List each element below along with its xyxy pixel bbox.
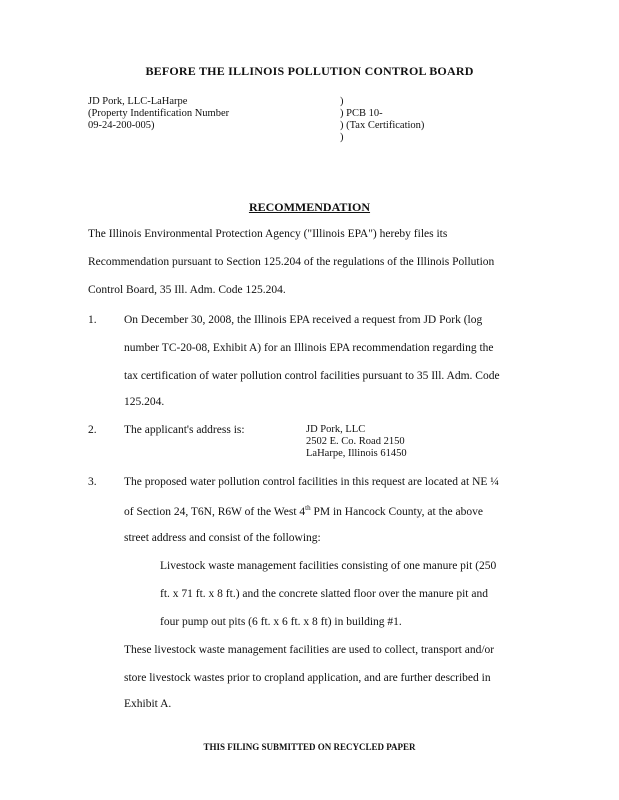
item-1-number: 1. [88, 314, 97, 326]
caption-right-line: ) PCB 10- [340, 108, 383, 119]
facility-description-line: four pump out pits (6 ft. x 6 ft. x 8 ft) in building #1. [160, 616, 402, 628]
item-1-line: tax certification of water pollution control facilities pursuant to 35 Ill. Adm. Code [124, 370, 500, 382]
closing-line: Exhibit A. [124, 698, 172, 710]
item-2-label: The applicant's address is: [124, 424, 245, 436]
caption-left-line: JD Pork, LLC-LaHarpe [88, 96, 188, 107]
caption-right-line: ) [340, 132, 344, 143]
item-3-line [124, 504, 483, 518]
item-3-number: 3. [88, 476, 97, 488]
case-caption-left [88, 96, 229, 132]
item-3-line-text: of Section 24, T6N, R6W of the West 4 [124, 505, 306, 518]
ordinal-superscript: th [305, 504, 311, 512]
intro-line: Recommendation pursuant to Section 125.204 of the regulations of the Illinois Pollution [88, 256, 495, 268]
address-line: JD Pork, LLC [306, 424, 366, 435]
item-2-number: 2. [88, 424, 97, 436]
item-3-line: The proposed water pollution control facilities in this request are located at NE ¼ [124, 476, 499, 488]
address-line: LaHarpe, Illinois 61450 [306, 448, 407, 459]
address-line: 2502 E. Co. Road 2150 [306, 436, 405, 447]
caption-left-line: 09-24-200-005) [88, 120, 155, 131]
caption-right-line: ) [340, 96, 344, 107]
closing-line: store livestock wastes prior to cropland application, and are further described in [124, 672, 491, 684]
recycled-paper-footer: THIS FILING SUBMITTED ON RECYCLED PAPER [203, 742, 416, 752]
facility-description-line: Livestock waste management facilities consisting of one manure pit (250 [160, 560, 497, 572]
board-title: BEFORE THE ILLINOIS POLLUTION CONTROL BOARD [145, 64, 474, 78]
item-1-line: On December 30, 2008, the Illinois EPA received a request from JD Pork (log [124, 314, 483, 326]
item-1-line: 125.204. [124, 396, 165, 408]
item-3-line-text: PM in Hancock County, at the above [310, 505, 483, 518]
closing-line: These livestock waste management facilities are used to collect, transport and/or [124, 644, 495, 656]
case-caption-right [340, 96, 424, 144]
applicant-address [306, 424, 407, 460]
intro-line: The Illinois Environmental Protection Agency ("Illinois EPA") hereby files its [88, 228, 448, 240]
item-3-line: street address and consist of the following: [124, 532, 321, 544]
caption-right-line: ) (Tax Certification) [340, 120, 425, 131]
caption-left-line: (Property Indentification Number [88, 108, 230, 119]
intro-line: Control Board, 35 Ill. Adm. Code 125.204. [88, 284, 286, 296]
facility-description-line: ft. x 71 ft. x 8 ft.) and the concrete slatted floor over the manure pit and [160, 588, 488, 600]
recommendation-heading: RECOMMENDATION [248, 200, 371, 214]
item-1-line: number TC-20-08, Exhibit A) for an Illinois EPA recommendation regarding the [124, 342, 494, 354]
